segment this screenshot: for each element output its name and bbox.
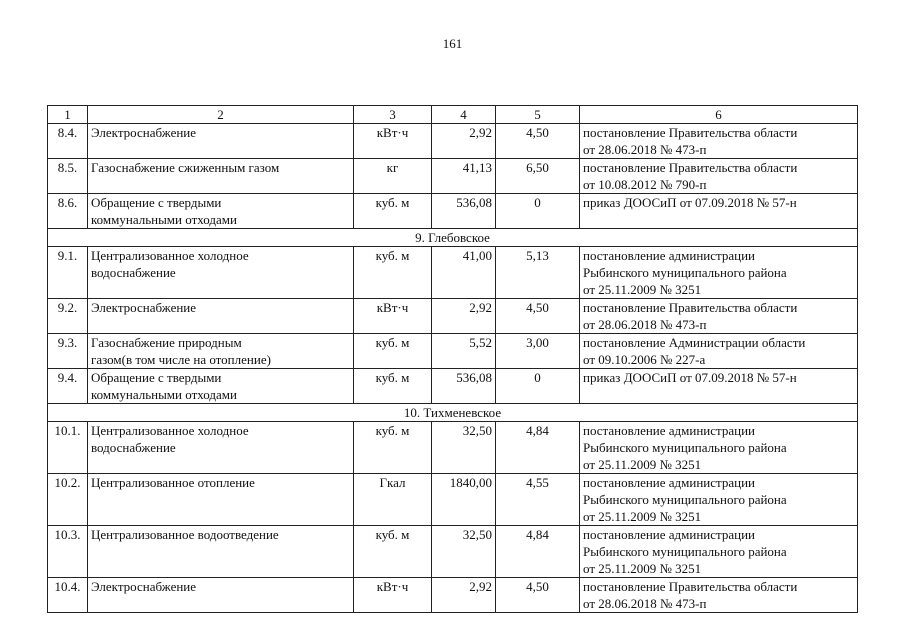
- cell-line: от 28.06.2018 № 473-п: [583, 596, 707, 611]
- section-title: 10. Тихменевское: [48, 404, 858, 422]
- value-col5: 4,50: [496, 578, 580, 613]
- cell-line: от 25.11.2009 № 3251: [583, 457, 702, 472]
- row-number: 8.6.: [48, 194, 88, 229]
- legal-basis: [580, 299, 858, 334]
- row-number: 10.2.: [48, 474, 88, 526]
- legal-basis: [580, 369, 858, 404]
- service-name: [88, 299, 354, 334]
- unit: кВт·ч: [354, 578, 432, 613]
- value-col4: 2,92: [432, 578, 496, 613]
- unit: куб. м: [354, 526, 432, 578]
- cell-line: Электроснабжение: [91, 579, 197, 594]
- value-col5: 4,55: [496, 474, 580, 526]
- value-col4: 32,50: [432, 422, 496, 474]
- row-number: 8.5.: [48, 159, 88, 194]
- value-col5: 4,84: [496, 422, 580, 474]
- unit: Гкал: [354, 474, 432, 526]
- column-header: 5: [496, 106, 580, 124]
- row-number: 8.4.: [48, 124, 88, 159]
- cell-line: Рыбинского муниципального района: [583, 265, 787, 280]
- value-col4: 32,50: [432, 526, 496, 578]
- value-col5: 3,00: [496, 334, 580, 369]
- cell-line: коммунальными отходами: [91, 387, 237, 402]
- header-row: [48, 106, 858, 124]
- table-row: [48, 247, 858, 299]
- value-col4: 2,92: [432, 124, 496, 159]
- cell-line: Рыбинского муниципального района: [583, 492, 787, 507]
- cell-line: коммунальными отходами: [91, 212, 237, 227]
- table-row: [48, 474, 858, 526]
- value-col4: 536,08: [432, 194, 496, 229]
- legal-basis: [580, 526, 858, 578]
- cell-line: Газоснабжение природным: [91, 335, 242, 350]
- table-row: [48, 334, 858, 369]
- table-row: [48, 422, 858, 474]
- unit: кВт·ч: [354, 124, 432, 159]
- unit: куб. м: [354, 334, 432, 369]
- tariff-table-body: [48, 106, 858, 613]
- unit: куб. м: [354, 422, 432, 474]
- service-name: [88, 247, 354, 299]
- value-col5: 4,84: [496, 526, 580, 578]
- service-name: [88, 334, 354, 369]
- table-row: [48, 526, 858, 578]
- cell-line: постановление Правительства области: [583, 160, 798, 175]
- unit: кВт·ч: [354, 299, 432, 334]
- value-col4: 5,52: [432, 334, 496, 369]
- service-name: [88, 578, 354, 613]
- cell-line: Электроснабжение: [91, 300, 197, 315]
- value-col5: 0: [496, 194, 580, 229]
- legal-basis: [580, 159, 858, 194]
- column-header: 6: [580, 106, 858, 124]
- value-col5: 0: [496, 369, 580, 404]
- column-header: 4: [432, 106, 496, 124]
- cell-line: Газоснабжение сжиженным газом: [91, 160, 280, 175]
- row-number: 9.1.: [48, 247, 88, 299]
- table-row: [48, 159, 858, 194]
- table-row: [48, 194, 858, 229]
- table-row: [48, 299, 858, 334]
- unit: куб. м: [354, 247, 432, 299]
- row-number: 10.3.: [48, 526, 88, 578]
- legal-basis: [580, 474, 858, 526]
- cell-line: Централизованное холодное: [91, 423, 249, 438]
- service-name: [88, 159, 354, 194]
- cell-line: постановление администрации: [583, 248, 756, 263]
- cell-line: постановление администрации: [583, 475, 756, 490]
- value-col5: 4,50: [496, 124, 580, 159]
- cell-line: от 25.11.2009 № 3251: [583, 561, 702, 576]
- value-col4: 1840,00: [432, 474, 496, 526]
- table-row: [48, 578, 858, 613]
- table-row: [48, 369, 858, 404]
- unit: куб. м: [354, 369, 432, 404]
- section-row: [48, 229, 858, 247]
- value-col4: 2,92: [432, 299, 496, 334]
- table-row: [48, 124, 858, 159]
- column-header: 2: [88, 106, 354, 124]
- cell-line: постановление Правительства области: [583, 579, 798, 594]
- cell-line: от 10.08.2012 № 790-п: [583, 177, 707, 192]
- legal-basis: [580, 124, 858, 159]
- cell-line: постановление Правительства области: [583, 125, 798, 140]
- cell-line: Централизованное отопление: [91, 475, 255, 490]
- cell-line: постановление Правительства области: [583, 300, 798, 315]
- cell-line: Рыбинского муниципального района: [583, 440, 787, 455]
- cell-line: газом(в том числе на отопление): [91, 352, 271, 367]
- cell-line: Централизованное водоотведение: [91, 527, 279, 542]
- row-number: 9.3.: [48, 334, 88, 369]
- value-col5: 6,50: [496, 159, 580, 194]
- service-name: [88, 369, 354, 404]
- value-col4: 41,00: [432, 247, 496, 299]
- unit: кг: [354, 159, 432, 194]
- tariff-table: [47, 105, 858, 613]
- value-col5: 5,13: [496, 247, 580, 299]
- cell-line: приказ ДООСиП от 07.09.2018 № 57-н: [583, 370, 797, 385]
- cell-line: от 28.06.2018 № 473-п: [583, 317, 707, 332]
- service-name: [88, 422, 354, 474]
- cell-line: от 28.06.2018 № 473-п: [583, 142, 707, 157]
- cell-line: Обращение с твердыми: [91, 195, 222, 210]
- cell-line: Обращение с твердыми: [91, 370, 222, 385]
- legal-basis: [580, 422, 858, 474]
- unit: куб. м: [354, 194, 432, 229]
- row-number: 10.4.: [48, 578, 88, 613]
- cell-line: Рыбинского муниципального района: [583, 544, 787, 559]
- row-number: 9.2.: [48, 299, 88, 334]
- value-col4: 41,13: [432, 159, 496, 194]
- cell-line: постановление Администрации области: [583, 335, 806, 350]
- cell-line: от 09.10.2006 № 227-а: [583, 352, 706, 367]
- cell-line: постановление администрации: [583, 423, 756, 438]
- service-name: [88, 194, 354, 229]
- cell-line: от 25.11.2009 № 3251: [583, 509, 702, 524]
- legal-basis: [580, 194, 858, 229]
- page-number: 161: [442, 36, 463, 51]
- row-number: 9.4.: [48, 369, 88, 404]
- column-header: 1: [48, 106, 88, 124]
- cell-line: приказ ДООСиП от 07.09.2018 № 57-н: [583, 195, 797, 210]
- legal-basis: [580, 247, 858, 299]
- cell-line: от 25.11.2009 № 3251: [583, 282, 702, 297]
- service-name: [88, 526, 354, 578]
- cell-line: водоснабжение: [91, 265, 176, 280]
- service-name: [88, 124, 354, 159]
- value-col5: 4,50: [496, 299, 580, 334]
- row-number: 10.1.: [48, 422, 88, 474]
- cell-line: Централизованное холодное: [91, 248, 249, 263]
- cell-line: Электроснабжение: [91, 125, 197, 140]
- cell-line: водоснабжение: [91, 440, 176, 455]
- value-col4: 536,08: [432, 369, 496, 404]
- service-name: [88, 474, 354, 526]
- legal-basis: [580, 334, 858, 369]
- legal-basis: [580, 578, 858, 613]
- column-header: 3: [354, 106, 432, 124]
- section-title: 9. Глебовское: [48, 229, 858, 247]
- cell-line: постановление администрации: [583, 527, 756, 542]
- section-row: [48, 404, 858, 422]
